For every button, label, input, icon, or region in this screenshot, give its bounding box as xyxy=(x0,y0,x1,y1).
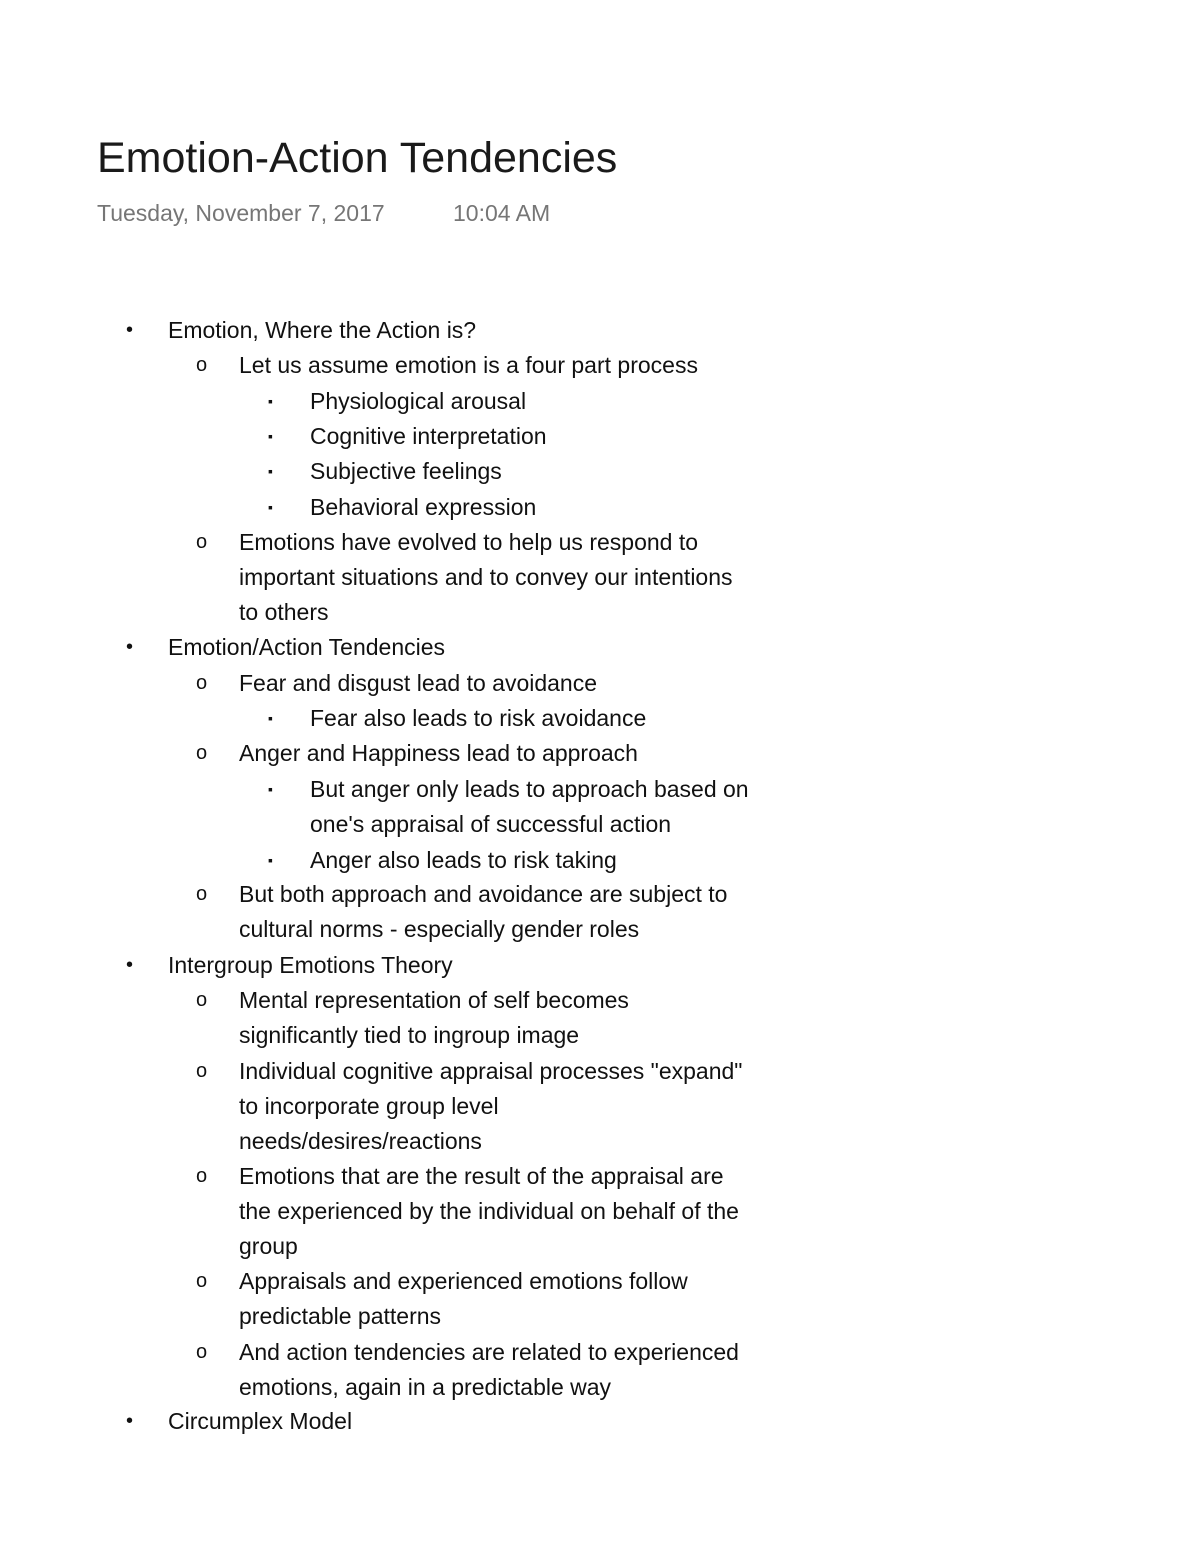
outline-item-level2: Individual cognitive appraisal processes "expand" xyxy=(239,1058,743,1084)
note-date: Tuesday, November 7, 2017 xyxy=(97,200,385,226)
outline-item-level3: Physiological arousal xyxy=(310,388,527,414)
sub-bullet-marker: o xyxy=(196,1270,208,1292)
outline-item-continuation: one's appraisal of successful action xyxy=(310,811,672,837)
sub-bullet-marker: o xyxy=(196,883,208,905)
sub-sub-bullet-marker: ▪ xyxy=(268,499,273,515)
sub-sub-bullet-marker: ▪ xyxy=(268,393,273,409)
outline-item-continuation: to others xyxy=(239,599,329,625)
outline-item-continuation: emotions, again in a predictable way xyxy=(239,1374,612,1400)
outline-item-level2: Anger and Happiness lead to approach xyxy=(239,740,638,766)
sub-sub-bullet-marker: ▪ xyxy=(268,781,273,797)
outline-item-continuation: to incorporate group level xyxy=(239,1093,499,1119)
outline-item-level1: Circumplex Model xyxy=(168,1408,353,1434)
outline-item-level3: Subjective feelings xyxy=(310,458,502,484)
outline-item-continuation: important situations and to convey our intentions xyxy=(239,564,733,590)
outline-item-continuation: needs/desires/reactions xyxy=(239,1128,482,1154)
outline-item-level2: But both approach and avoidance are subject to xyxy=(239,881,728,907)
sub-sub-bullet-marker: ▪ xyxy=(268,463,273,479)
sub-bullet-marker: o xyxy=(196,354,208,376)
outline-item-level2: Emotions that are the result of the appraisal are xyxy=(239,1163,724,1189)
outline-item-level2: Fear and disgust lead to avoidance xyxy=(239,670,598,696)
sub-sub-bullet-marker: ▪ xyxy=(268,852,273,868)
bullet-marker: • xyxy=(126,1410,134,1432)
outline-item-level2: Appraisals and experienced emotions follow xyxy=(239,1268,688,1294)
outline-item-level3: Anger also leads to risk taking xyxy=(310,847,617,873)
sub-sub-bullet-marker: ▪ xyxy=(268,710,273,726)
outline-item-continuation: the experienced by the individual on behalf of the xyxy=(239,1198,739,1224)
outline-item-continuation: cultural norms - especially gender roles xyxy=(239,916,640,942)
outline-item-level1: Emotion, Where the Action is? xyxy=(168,317,477,343)
outline-item-continuation: predictable patterns xyxy=(239,1303,442,1329)
note-time: 10:04 AM xyxy=(453,200,551,226)
outline-item-level2: Let us assume emotion is a four part process xyxy=(239,352,698,378)
sub-bullet-marker: o xyxy=(196,742,208,764)
sub-bullet-marker: o xyxy=(196,1060,208,1082)
bullet-marker: • xyxy=(126,319,134,341)
sub-bullet-marker: o xyxy=(196,1165,208,1187)
outline-item-level3: Cognitive interpretation xyxy=(310,423,547,449)
bullet-marker: • xyxy=(126,954,134,976)
outline-item-continuation: group xyxy=(239,1233,298,1259)
outline-item-level3: Fear also leads to risk avoidance xyxy=(310,705,647,731)
sub-bullet-marker: o xyxy=(196,989,208,1011)
bullet-marker: • xyxy=(126,636,134,658)
outline-item-level2: And action tendencies are related to experienced xyxy=(239,1339,739,1365)
outline-item-level2: Mental representation of self becomes xyxy=(239,987,629,1013)
outline-item-level3: Behavioral expression xyxy=(310,494,537,520)
outline-item-level2: Emotions have evolved to help us respond to xyxy=(239,529,699,555)
outline-item-level1: Emotion/Action Tendencies xyxy=(168,634,446,660)
sub-sub-bullet-marker: ▪ xyxy=(268,428,273,444)
page-title: Emotion-Action Tendencies xyxy=(97,134,618,182)
outline-item-continuation: significantly tied to ingroup image xyxy=(239,1022,580,1048)
outline-item-level1: Intergroup Emotions Theory xyxy=(168,952,453,978)
outline-item-level3: But anger only leads to approach based on xyxy=(310,776,749,802)
sub-bullet-marker: o xyxy=(196,672,208,694)
sub-bullet-marker: o xyxy=(196,1341,208,1363)
sub-bullet-marker: o xyxy=(196,531,208,553)
